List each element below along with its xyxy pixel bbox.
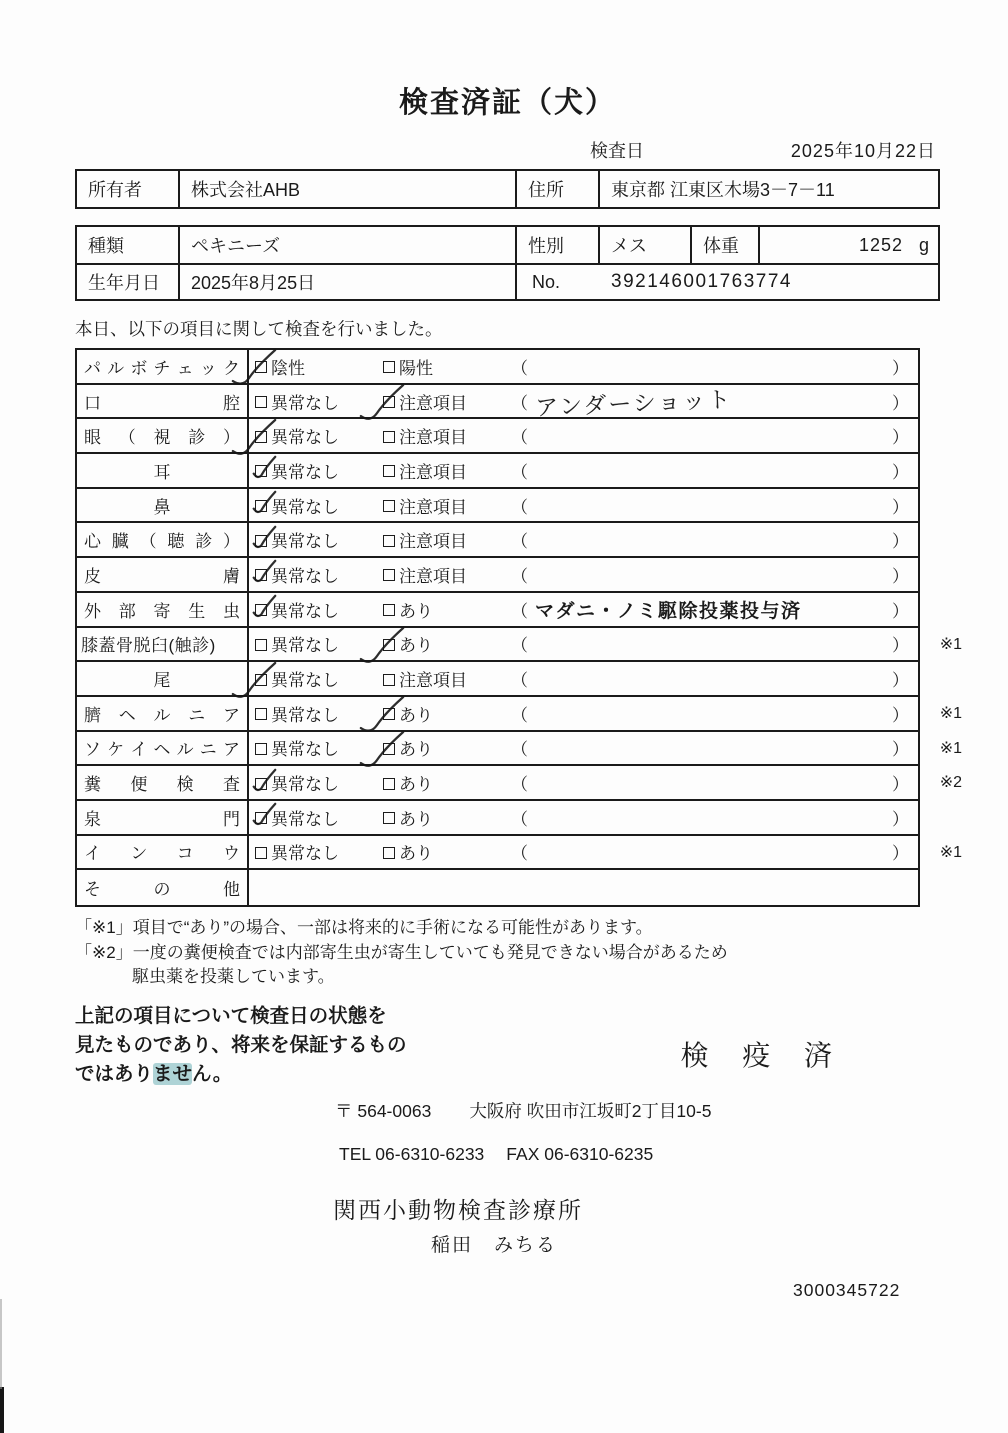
paren-open: （ (511, 636, 528, 656)
footnote-mark: ※1 (939, 739, 962, 757)
checkbox (383, 639, 395, 651)
paren-close: ） (892, 705, 909, 725)
serial-number: 3000345722 (793, 1279, 901, 1300)
checkbox-option: 異常なし (255, 389, 383, 414)
owner-row (77, 171, 938, 207)
checkbox-option: 異常なし (255, 839, 383, 864)
no-label: No. (532, 271, 561, 292)
clinic-postal-line (335, 1098, 1008, 1123)
exam-item-label: そ の 他 (77, 870, 249, 905)
exam-row-options (249, 836, 918, 869)
weight-label: 体重 (692, 227, 760, 263)
checkbox (383, 396, 395, 408)
paren-close: ） (892, 636, 909, 656)
exam-row (77, 732, 962, 767)
paren-close: ） (892, 809, 909, 829)
checkmark-icon (250, 455, 278, 483)
checkbox-option: あり (383, 839, 511, 864)
checkbox (255, 847, 267, 859)
disclaimer-line-1: 上記の項目について検査日の状態を (75, 1004, 387, 1027)
checkbox-option: 異常なし (255, 666, 383, 691)
paren-open: （ (511, 705, 528, 725)
checkmark-icon (250, 490, 278, 518)
exam-item-label: 膝蓋骨脱臼(触診) (77, 628, 249, 661)
disclaimer-statement (75, 1002, 407, 1090)
exam-item-label: 眼 （ 視 診 ） (77, 419, 249, 452)
exam-table (75, 348, 962, 907)
paren-open: （ (511, 566, 528, 586)
paren-close: ） (892, 601, 909, 621)
checkbox (255, 778, 267, 790)
clinic-fax: FAX 06-6310-6235 (506, 1143, 654, 1164)
checkbox-option: 異常なし (255, 631, 383, 656)
checkbox (255, 708, 267, 720)
checkbox-option: 陽性 (383, 354, 511, 379)
checkbox (383, 465, 395, 477)
exam-item-label: 皮 膚 (77, 558, 249, 591)
exam-row-options (249, 385, 918, 421)
exam-item-label: パ ル ボ チ ェ ッ ク (77, 350, 249, 383)
clinic-telfax-line (339, 1144, 1008, 1165)
scan-edge-artifact-light (0, 1299, 2, 1389)
paren-open: （ (511, 809, 528, 829)
exam-row (77, 628, 962, 663)
checkbox (383, 431, 395, 443)
exam-row-options (249, 558, 918, 591)
exam-item-label: 糞 便 検 査 (77, 766, 249, 799)
exam-item-label: 鼻 (77, 489, 249, 522)
intro-text: 本日、以下の項目に関して検査を行いました。 (75, 319, 443, 339)
checkbox-option: 異常なし (255, 458, 383, 483)
exam-row (77, 801, 918, 836)
paren-open: （ (511, 775, 528, 795)
exam-item-label: 泉 門 (77, 801, 249, 834)
exam-row (77, 697, 962, 732)
checkbox-option: 注意項目 (383, 666, 511, 691)
animal-row-1 (77, 227, 938, 263)
checkmark-icon (250, 525, 278, 553)
no-value: 392146001763774 (611, 271, 793, 292)
checkbox-option: あり (383, 701, 511, 726)
exam-row (77, 836, 962, 871)
paren-close: ） (892, 844, 909, 864)
checkbox (255, 639, 267, 651)
paren-close: ） (892, 497, 909, 517)
clinic-address: 大阪府 吹田市江坂町2丁目10-5 (469, 1100, 712, 1121)
highlight-mark: ませ (153, 1063, 193, 1086)
exam-row-options (249, 454, 918, 487)
owner-label: 所有者 (77, 171, 180, 207)
checkbox-option: あり (383, 597, 511, 622)
owner-value: 株式会社AHB (180, 171, 517, 207)
checkbox (383, 500, 395, 512)
checkbox (255, 812, 267, 824)
quarantine-stamp: 検 疫 済 (680, 1039, 845, 1071)
paren-close: ） (892, 358, 909, 378)
exam-row-options (249, 489, 918, 522)
exam-row-options (249, 593, 918, 626)
disclaimer-line-2: 見たものであり、将来を保証するもの (75, 1034, 407, 1057)
footnote-2: 「※2」一度の糞便検査では内部寄生虫が寄生していても発見できない場合があるため (75, 942, 728, 962)
address-value: 東京都 江東区木場3－7－11 (611, 180, 835, 200)
checkbox (255, 361, 267, 373)
exam-row-options (249, 801, 918, 834)
address-label: 住所 (517, 171, 600, 207)
paren-close: ） (892, 740, 909, 760)
exam-row (77, 766, 962, 801)
inspection-date-label: 検査日 (590, 141, 644, 161)
checkbox-option: 異常なし (255, 735, 383, 760)
checkbox-option: あり (383, 770, 511, 795)
exam-row-options (249, 628, 918, 661)
footnote-mark: ※1 (939, 635, 962, 653)
paren-open: （ (511, 532, 528, 552)
exam-item-label: 耳 (77, 454, 249, 487)
exam-row (77, 419, 918, 454)
checkmark-icon (250, 594, 278, 622)
checkbox-option: 異常なし (255, 493, 383, 518)
checkbox-option: 異常なし (255, 805, 383, 830)
paren-close: ） (892, 671, 909, 691)
paren-open: （ (511, 462, 528, 482)
exam-row (77, 870, 918, 905)
clinic-tel: TEL 06-6310-6233 (339, 1143, 485, 1164)
checkbox (383, 604, 395, 616)
checkbox (255, 674, 267, 686)
checkbox-option: 異常なし (255, 770, 383, 795)
footnote-mark: ※2 (939, 774, 962, 792)
paren-open: （ (511, 601, 528, 621)
checkbox (255, 569, 267, 581)
exam-row-options (249, 419, 918, 452)
inspection-date-value: 2025年10月22日 (790, 141, 936, 161)
paren-open: （ (511, 497, 528, 517)
checkbox (383, 812, 395, 824)
exam-item-label: ソ ケ イ ヘ ル ニ ア (77, 732, 249, 765)
exam-row (77, 593, 918, 628)
checkbox-option: 注意項目 (383, 527, 511, 552)
exam-row (77, 558, 918, 593)
exam-item-label: 外 部 寄 生 虫 (77, 593, 249, 626)
checkbox (383, 569, 395, 581)
checkbox (383, 778, 395, 790)
footnote-mark: ※1 (939, 704, 962, 722)
checkbox-option: 注意項目 (383, 493, 511, 518)
checkmark-icon (250, 559, 278, 587)
exam-row (77, 662, 918, 697)
checkbox (255, 431, 267, 443)
checkbox (255, 535, 267, 547)
exam-item-label: 尾 (77, 662, 249, 695)
statement-and-stamp (75, 1002, 940, 1090)
footnotes (75, 916, 1008, 990)
animal-table (75, 225, 940, 301)
footnote-3: 駆虫薬を投薬しています。 (132, 967, 335, 987)
footnote-mark: ※1 (939, 843, 962, 861)
sex-label: 性別 (517, 227, 600, 263)
exam-row (77, 489, 918, 524)
exam-row (77, 523, 918, 558)
owner-table (75, 169, 940, 209)
weight-unit: g (918, 234, 929, 255)
birthdate-value: 2025年8月25日 (180, 265, 517, 299)
checkbox-option: 異常なし (255, 562, 383, 587)
paren-close: ） (892, 532, 909, 552)
checkbox (383, 847, 395, 859)
checkbox-option: 異常なし (255, 597, 383, 622)
checkbox (383, 674, 395, 686)
checkbox-option: 注意項目 (383, 458, 511, 483)
checkbox (383, 361, 395, 373)
checkmark-icon (250, 768, 278, 796)
exam-note: マダニ・ノミ駆除投薬投与済 (535, 600, 802, 622)
checkbox (255, 396, 267, 408)
exam-note: アンダーショット (534, 386, 733, 421)
checkbox-option: 異常なし (255, 527, 383, 552)
paren-close: ） (892, 566, 909, 586)
paren-close: ） (892, 775, 909, 795)
exam-row-options (249, 697, 918, 730)
checkbox-option: 注意項目 (383, 389, 511, 414)
exam-row (77, 454, 918, 489)
clinic-name: 関西小動物検査診療所 (333, 1196, 583, 1223)
exam-row-options (249, 766, 918, 799)
weight-value: 1252 (858, 234, 903, 255)
birthdate-label: 生年月日 (77, 265, 180, 299)
paren-open: （ (511, 428, 528, 448)
exam-row (77, 385, 918, 420)
exam-row-options (249, 662, 918, 695)
paren-close: ） (892, 393, 909, 413)
checkbox (255, 604, 267, 616)
exam-item-label: 臍 ヘ ル ニ ア (77, 697, 249, 730)
page-title: 検査済証（犬） (398, 87, 616, 119)
breed-label: 種類 (77, 227, 180, 263)
checkbox (255, 743, 267, 755)
checkbox (255, 500, 267, 512)
checkbox (383, 743, 395, 755)
paren-open: （ (511, 844, 528, 864)
exam-row-options (249, 523, 918, 556)
checkmark-icon (250, 802, 278, 830)
checkbox-option: 注意項目 (383, 423, 511, 448)
checkbox-option: 陰性 (255, 354, 383, 379)
breed-value: ペキニーズ (180, 227, 517, 263)
exam-item-label: 口 腔 (77, 385, 249, 418)
sex-value: メス (600, 227, 692, 263)
exam-item-label: 心 臓 （ 聴 診 ） (77, 523, 249, 556)
checkbox-option: あり (383, 805, 511, 830)
inspection-date-line (75, 137, 940, 163)
animal-row-2 (77, 263, 938, 299)
checkbox-option: あり (383, 735, 511, 760)
checkbox (255, 465, 267, 477)
checkbox-option: 異常なし (255, 423, 383, 448)
checkbox-option: 注意項目 (383, 562, 511, 587)
paren-open: （ (511, 671, 528, 691)
disclaimer-line-3: ではありません。 (75, 1063, 233, 1086)
exam-item-label: イ ン コ ウ (77, 836, 249, 869)
postal-code: 〒 564-0063 (335, 1100, 432, 1121)
paren-open: （ (511, 393, 528, 413)
paren-open: （ (511, 358, 528, 378)
paren-close: ） (892, 428, 909, 448)
checkbox (383, 535, 395, 547)
checkbox-option: あり (383, 631, 511, 656)
checkbox (383, 708, 395, 720)
checkbox-option: 異常なし (255, 701, 383, 726)
paren-open: （ (511, 740, 528, 760)
footnote-1: 「※1」項目で“あり”の場合、一部は将来的に手術になる可能性があります。 (75, 918, 653, 937)
exam-row-options (249, 732, 918, 765)
veterinarian-name: 稲田 みちる (431, 1234, 558, 1256)
paren-close: ） (892, 462, 909, 482)
weight-cell (760, 227, 938, 263)
exam-row-options (249, 870, 918, 905)
scan-edge-artifact (0, 1387, 4, 1433)
